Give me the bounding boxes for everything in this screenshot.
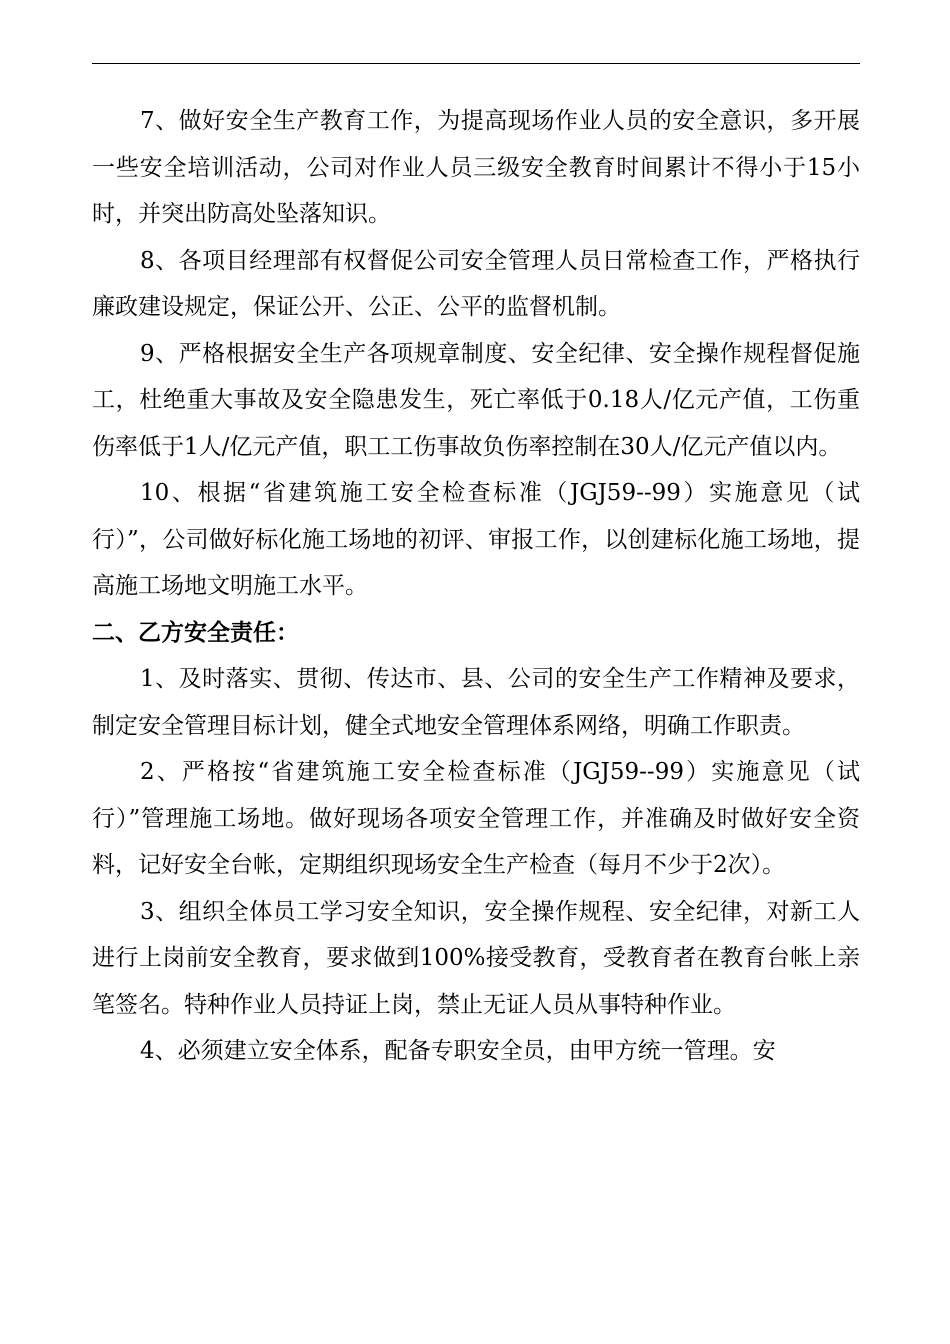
paragraph-7: 7、做好安全生产教育工作，为提高现场作业人员的安全意识，多开展一些安全培训活动，公司对作业人员三级安全教育时间累计不得小于15小时，并突出防高处坠落知识。 [92,108,860,227]
section-paragraph-1: 1、及时落实、贯彻、传达市、县、公司的安全生产工作精神及要求，制定安全管理目标计划，健全式地安全管理体系网络，明确工作职责。 [92,666,860,739]
section-paragraph-2: 2、严格按“省建筑施工安全检查标准（JGJ59--99）实施意见（试行）”管理施工场地。做好现场各项安全管理工作，并准确及时做好安全资料，记好安全台帐，定期组织现场安全生产检查（每月不少于2次）。 [92,759,860,878]
paragraph-9: 9、严格根据安全生产各项规章制度、安全纪律、安全操作规程督促施工，杜绝重大事故及安全隐患发生，死亡率低于0.18人/亿元产值，工伤重伤率低于1人/亿元产值，职工工伤事故负伤率控制在30人/亿元产值以内。 [92,340,860,460]
paragraph-8: 8、各项目经理部有权督促公司安全管理人员日常检查工作，严格执行廉政建设规定，保证公开、公正、公平的监督机制。 [92,247,860,320]
paragraph-10: 10、根据“省建筑施工安全检查标准（JGJ59--99）实施意见（试行）”，公司做好标化施工场地的初评、审报工作，以创建标化施工场地，提高施工场地文明施工水平。 [92,480,860,599]
section-heading: 二、乙方安全责任： [92,618,299,646]
section-paragraph-4: 4、必须建立安全体系，配备专职安全员，由甲方统一管理。安 [140,1038,776,1064]
section-paragraph-3: 3、组织全体员工学习安全知识，安全操作规程、安全纪律，对新工人进行上岗前安全教育，要求做到100%接受教育，受教育者在教育台帐上亲笔签名。特种作业人员持证上岗，禁止无证人员从事特种作业。 [92,898,860,1018]
document-body [92,98,860,1075]
header-rule [92,63,860,64]
